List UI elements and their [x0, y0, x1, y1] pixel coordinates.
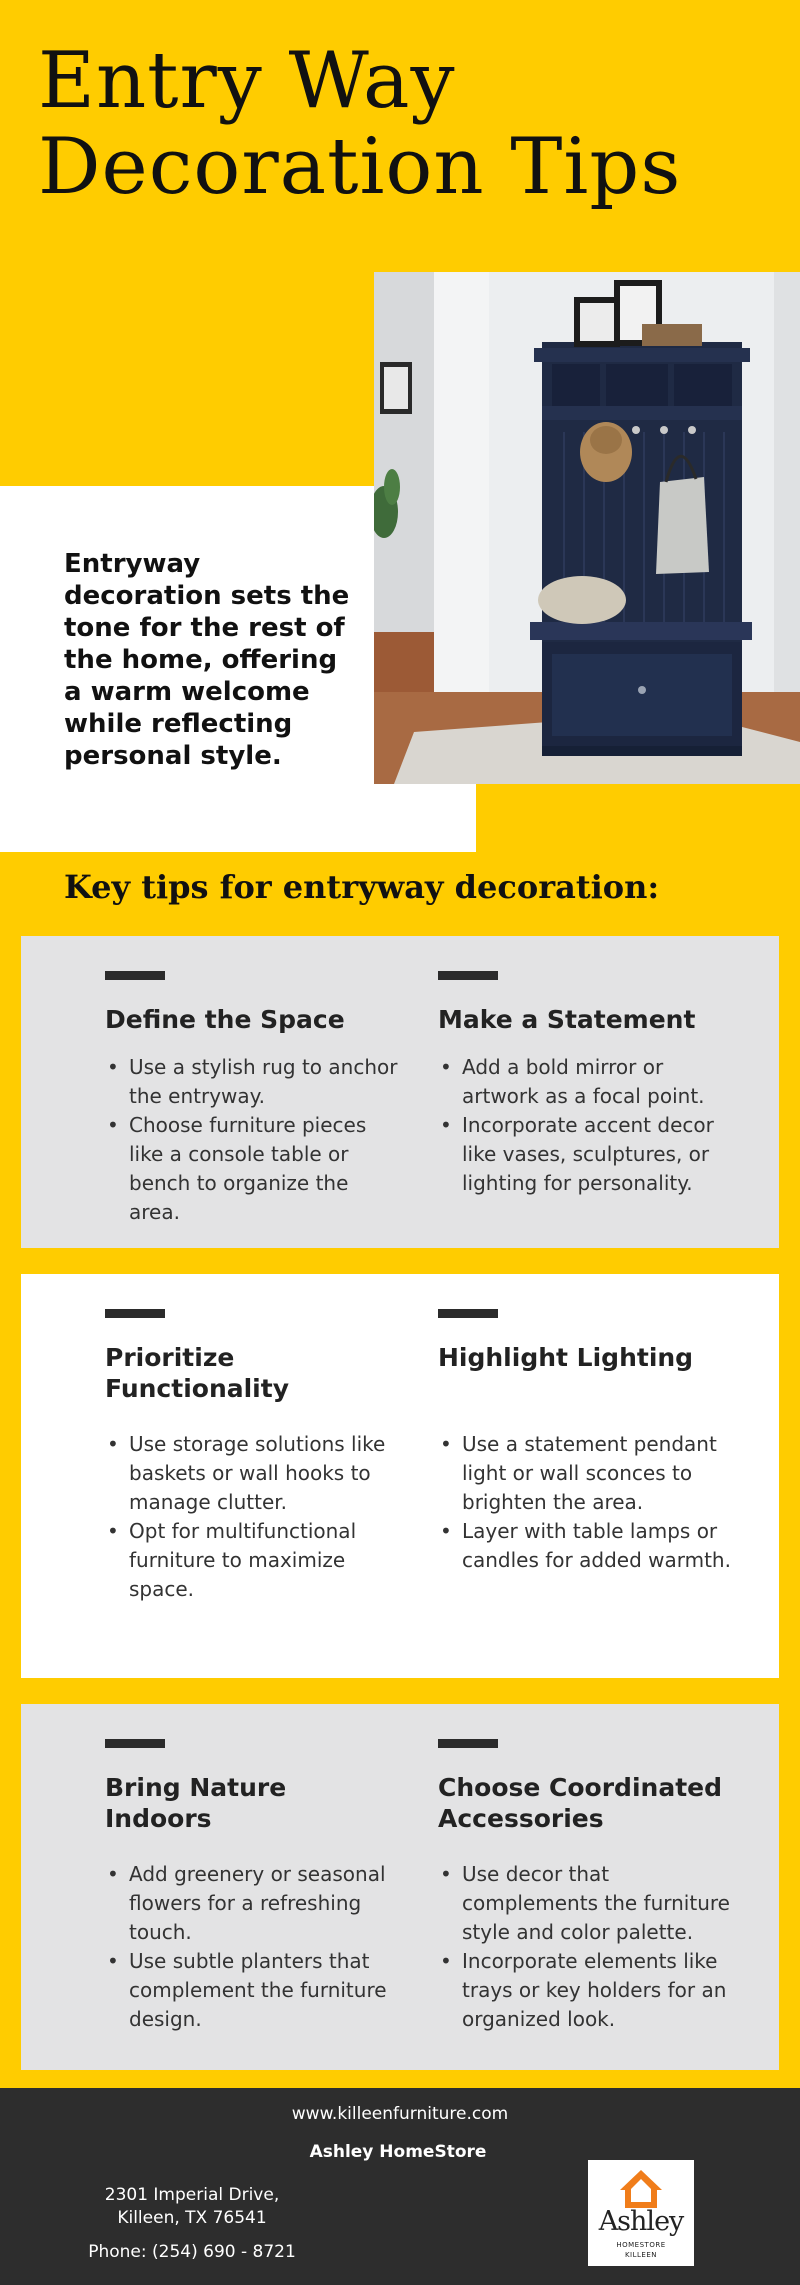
accent-bar [438, 1309, 498, 1318]
address-line-1: 2301 Imperial Drive, [104, 2185, 280, 2205]
tip-title: Choose Coordinated Accessories [438, 1773, 722, 1833]
tips-subheading: Key tips for entryway decoration: [64, 868, 660, 906]
tip-point: • Choose furniture pieces like a console table or bench to organize the area. [105, 1111, 405, 1227]
page-title [38, 38, 758, 210]
tip-list [438, 1430, 738, 1575]
tip-list [105, 1430, 405, 1604]
accent-bar [105, 1309, 165, 1318]
tip-title: Bring Nature Indoors [105, 1773, 287, 1833]
tip-title: Define the Space [105, 1005, 345, 1034]
tip-point: • Opt for multifunctional furniture to maximize space. [105, 1517, 405, 1604]
tip-make-statement [438, 971, 738, 1198]
house-icon [618, 2168, 664, 2210]
tip-highlight-lighting [438, 1309, 738, 1575]
tip-point: • Add a bold mirror or artwork as a focal point. [438, 1053, 738, 1111]
tip-list [438, 1860, 738, 2034]
address-line-2: Killeen, TX 76541 [117, 2208, 267, 2228]
accent-bar [105, 971, 165, 980]
title-line-1: Entry Way [38, 36, 456, 126]
logo-sub2: KILLEEN [624, 2251, 658, 2259]
store-address [72, 2184, 312, 2230]
tip-define-space [105, 971, 405, 1227]
tip-point: • Use a stylish rug to anchor the entryway. [105, 1053, 405, 1111]
entryway-photo [374, 272, 800, 784]
tip-title: Highlight Lighting [438, 1343, 694, 1372]
tip-point: • Use storage solutions like baskets or wall hooks to manage clutter. [105, 1430, 405, 1517]
intro-text: Entryway decoration sets the tone for the rest of the home, offering a warm welcome while reflecting personal style. [64, 549, 350, 771]
website-link[interactable]: www.killeenfurniture.com [291, 2104, 509, 2124]
tip-point: • Use decor that complements the furniture style and color palette. [438, 1860, 738, 1947]
tip-point: • Use subtle planters that complement the furniture design. [105, 1947, 405, 2034]
tip-list [438, 1053, 738, 1198]
tip-list [105, 1053, 405, 1227]
logo-brand: Ashley [598, 2206, 684, 2237]
tips-panel-2 [21, 1274, 779, 1678]
tip-coordinated-accessories [438, 1739, 738, 2034]
tip-bring-nature [105, 1739, 405, 2034]
tip-prioritize-functionality [105, 1309, 405, 1604]
tip-point: • Incorporate accent decor like vases, sculptures, or lighting for personality. [438, 1111, 738, 1198]
accent-bar [105, 1739, 165, 1748]
tip-point: • Incorporate elements like trays or key holders for an organized look. [438, 1947, 738, 2034]
ashley-logo [588, 2160, 694, 2266]
tip-title: Make a Statement [438, 1005, 696, 1034]
store-name: Ashley HomeStore [309, 2142, 487, 2162]
tip-point: • Layer with table lamps or candles for added warmth. [438, 1517, 738, 1575]
tip-list [105, 1860, 405, 2034]
tips-panel-1 [21, 936, 779, 1248]
accent-bar [438, 1739, 498, 1748]
title-line-2: Decoration Tips [38, 122, 682, 212]
tip-point: • Use a statement pendant light or wall sconces to brighten the area. [438, 1430, 738, 1517]
hall-tree-illustration [374, 272, 800, 784]
logo-sub: HOMESTORE [616, 2241, 666, 2249]
store-phone: Phone: (254) 690 - 8721 [88, 2242, 296, 2262]
tip-point: • Add greenery or seasonal flowers for a refreshing touch. [105, 1860, 405, 1947]
accent-bar [438, 971, 498, 980]
footer [0, 2088, 800, 2285]
tip-title: Prioritize Functionality [105, 1343, 289, 1403]
tips-panel-3 [21, 1704, 779, 2070]
